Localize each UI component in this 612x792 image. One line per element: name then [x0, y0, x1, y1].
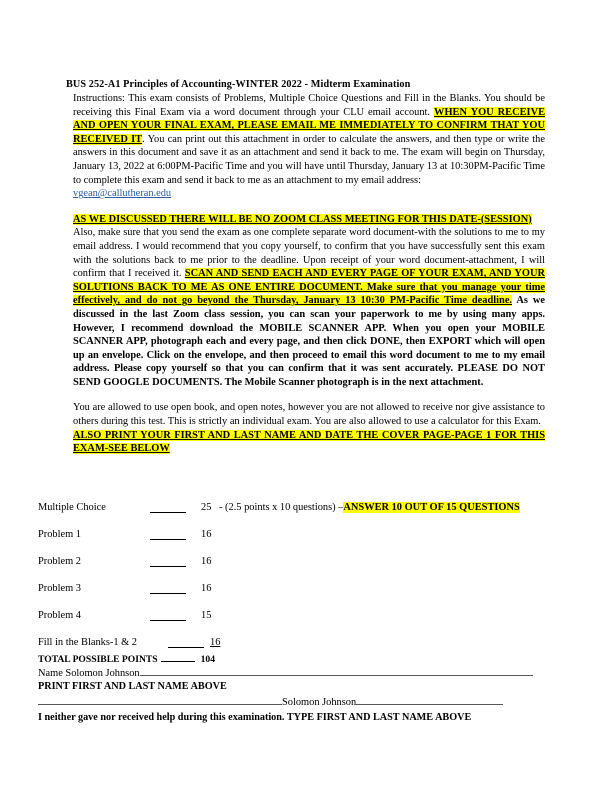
instructions-p2-lead: Also, make sure that you send the exam as one complete separate word document-with the solutions to me to my email address. I would recommend that you copy yourself, to confirm that you have successfully sent this exam with the solutions back to me prior to the deadline. Upon receipt of your word document-attachment, I will confirm that I received it.	[73, 227, 545, 280]
print-name-notice-text: ALSO PRINT YOUR FIRST AND LAST NAME AND DATE THE COVER PAGE-PAGE 1 FOR THIS EXAM-SEE BELOW	[73, 429, 545, 455]
honor-pledge-text: I neither gave nor received help during this examination. TYPE FIRST AND LAST NAME ABOVE	[38, 712, 472, 723]
score-row-note-highlight: ANSWER 10 OUT OF 15 QUESTIONS	[343, 502, 520, 513]
instructions-p1-highlight: WHEN YOU RECEIVE AND OPEN YOUR FINAL EXAM, PLEASE EMAIL ME IMMEDIATELY TO CONFIRM THAT YOU RECEIVED IT	[73, 106, 546, 145]
instructor-email-link[interactable]: vgean@callutheran.edu	[73, 188, 172, 200]
instructions-paragraph-2	[73, 226, 545, 389]
score-row-note	[219, 502, 520, 513]
printed-name-row	[38, 666, 568, 680]
score-row-label: Problem 4	[38, 610, 82, 621]
signature-row	[38, 695, 568, 710]
signature-rule-right[interactable]	[356, 695, 503, 705]
signature-rule-left[interactable]	[38, 695, 282, 705]
signature-name-value[interactable]: Solomon Johnson	[282, 697, 357, 708]
total-points-blank[interactable]	[161, 652, 195, 662]
paragraph-spacer-2	[73, 389, 545, 401]
score-row-label: Problem 1	[38, 529, 82, 540]
instructions-p2-tail: As we discussed in the last Zoom class session, you can scan your paperwork to me by using many apps. However, I recommend download the MOBILE SCANNER APP. When you open your MOBILE SCANNER APP, photograph each and every page, and then click DONE, then EXPORT which will open up an envelope. Click on the envelope, and then proceed to email this word document to me to my email address. Please copy yourself so that you can confirm that it was sent accurately. PLEASE DO NOT SEND GOOGLE DOCUMENTS. The Mobile Scanner photograph is in the next attachment.	[73, 295, 545, 388]
score-row-blank[interactable]	[150, 502, 186, 513]
print-name-notice	[73, 429, 545, 456]
table-row	[38, 529, 568, 556]
total-possible-points-row	[38, 652, 568, 665]
instructor-email-line	[73, 187, 545, 201]
score-row-value: 16	[201, 583, 212, 594]
printed-name-value[interactable]: Solomon Johnson	[65, 668, 140, 679]
total-possible-points-label: TOTAL POSSIBLE POINTS	[38, 654, 158, 665]
zoom-class-notice	[73, 213, 545, 227]
score-row-value: 25	[201, 502, 212, 513]
instructions-body	[73, 92, 545, 456]
instructions-p1-lead: Instructions: This exam consists of Problems, Multiple Choice Questions and Fill in the Blanks. You should be receiving this Final Exam via a word document through your CLU email account.	[73, 93, 545, 118]
score-row-blank[interactable]	[168, 637, 204, 648]
score-row-label: Problem 3	[38, 583, 82, 594]
score-row-label: Fill in the Blanks-1 & 2	[38, 637, 138, 648]
score-row-value: 16	[210, 637, 221, 648]
score-row-value: 15	[201, 610, 212, 621]
table-row	[38, 502, 568, 529]
score-row-blank[interactable]	[150, 556, 186, 567]
instructions-paragraph-1	[73, 92, 545, 187]
score-row-blank[interactable]	[150, 610, 186, 621]
score-row-blank[interactable]	[150, 529, 186, 540]
score-row-value: 16	[201, 556, 212, 567]
score-row-blank[interactable]	[150, 583, 186, 594]
printed-name-rule[interactable]	[140, 666, 533, 676]
total-possible-points-value: 104	[200, 654, 216, 665]
table-row	[38, 610, 568, 637]
instructions-p1-tail: . You can print out this attachment in order to calculate the answers, and then type or write the answers in this document and save it as an attachment and send it back to me. The exam will begin on Thursday, January 13, 2022 at 6:00PM-Pacific Time and you will have until Thursday, January 13 at 10:30PM-Pacific Time to complete this exam and send it back to me as an attachment to my email address:	[73, 133, 545, 186]
score-row-value: 16	[201, 529, 212, 540]
score-row-label: Multiple Choice	[38, 502, 106, 513]
zoom-class-notice-text: AS WE DISCUSSED THERE WILL BE NO ZOOM CLASS MEETING FOR THIS DATE-(SESSION)	[73, 213, 532, 225]
page-title: BUS 252-A1 Principles of Accounting-WINTER 2022 - Midterm Examination	[66, 79, 411, 90]
instructions-paragraph-3	[73, 401, 545, 428]
table-row	[38, 556, 568, 583]
table-row	[38, 583, 568, 610]
instructions-p2-highlight: SCAN AND SEND EACH AND EVERY PAGE OF YOUR EXAM, AND YOUR SOLUTIONS BACK TO ME AS ONE ENTIRE DOCUMENT. Make sure that you manage your time effectively, and do not go beyond the Thursday, January 13 10:30 PM-Pacific Time deadline.	[73, 268, 545, 307]
print-name-caption: PRINT FIRST AND LAST NAME ABOVE	[38, 681, 227, 692]
totals-and-signature	[38, 652, 568, 725]
name-label: Name	[38, 668, 63, 679]
paragraph-spacer	[73, 201, 545, 213]
score-row-note-plain: - (2.5 points x 10 questions) –	[219, 502, 344, 513]
score-breakdown-table	[38, 502, 568, 664]
score-row-label: Problem 2	[38, 556, 82, 567]
instructions-p3-text: You are allowed to use open book, and open notes, however you are not allowed to receive nor give assistance to others during this test. This is strictly an individual exam. You are also allowed to use a calculator for this Exam.	[73, 402, 545, 428]
